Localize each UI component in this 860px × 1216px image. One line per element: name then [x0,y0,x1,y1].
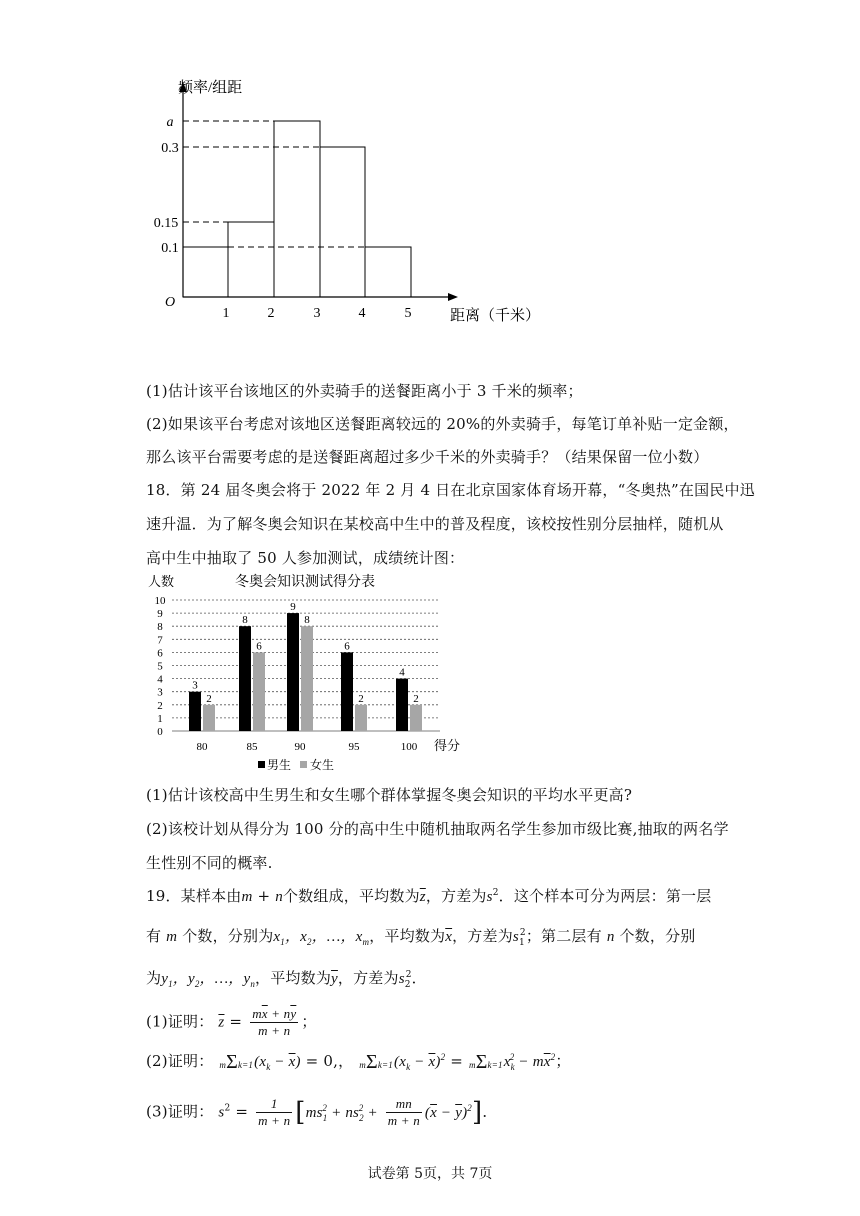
hist-ytick-0.3: 0.3 [161,141,179,156]
legend-swatch-girls [300,761,307,768]
q19-text: 19．某样本由 [146,887,242,905]
q19-text: ． [411,969,427,987]
q19-math-y-list: $y_1$，$y_2$，…，$y_n$ [161,971,256,989]
y-tick-label: 5 [157,660,163,673]
q19-stem-line3: 为$y_1$，$y_2$，…，$y_n$，平均数为$\overline{y}$，方差为$s_2^2$． [146,969,427,990]
q19-proof1: (1)证明： $\overline{z}$ = $\frac{m\overline{x} + n\overline{y}}{m + n}$ ； [146,1006,317,1038]
bar-chart-xlabel: 得分 [434,738,461,753]
y-tick-label: 4 [157,673,163,686]
q19-math-zbar: $\overline{z}$ [419,889,426,905]
q19-stem-line2: 有 m 个数，分别为$x_1$，$x_2$，…，$x_m$，平均数为$\overline{x}$，方差为$s_1^2$；第二层有 n 个数，分别 [146,927,696,948]
bar-value-label: 3 [192,679,198,692]
hist-bar-4-5 [365,247,411,297]
bar-value-label: 6 [256,640,262,653]
bar-girls-90 [301,626,313,731]
hist-ylabel: 频率/组距 [178,80,243,96]
x-tick-label: 80 [196,741,208,753]
y-tick-label: 2 [157,699,163,712]
q19-text: ，方差为 [425,887,487,905]
y-tick-label: 9 [157,608,163,621]
bar-value-label: 2 [413,692,419,705]
q19-text: 为 [146,969,162,987]
legend-label-girls: 女生 [310,758,335,772]
hist-xtick-4: 4 [358,306,366,321]
hist-xtick-5: 5 [404,306,412,321]
q18-stem-line3: 高中生中抽取了 50 人参加测试，成绩统计图： [146,549,465,567]
y-tick-label: 7 [157,634,163,647]
hist-ytick-0.1: 0.1 [161,241,179,256]
q19-proof-label: (2)证明： [146,1052,214,1070]
q18-part2-line2: 生性别不同的概率. [146,854,273,872]
q19-proof-label: (3)证明： [146,1102,214,1121]
q19-text: ，方差为 [452,927,513,945]
x-tick-label: 95 [348,741,360,753]
y-tick-label: 6 [157,647,163,660]
bar-value-label: 4 [399,666,405,679]
q19-text: ，平均数为 [369,927,446,945]
q18-part1: (1)估计该校高中生男生和女生哪个群体掌握冬奥会知识的平均水平更高? [146,786,633,804]
bar-girls-95 [355,705,367,731]
hist-bar-1-2 [228,222,274,297]
legend-label-boys: 男生 [267,758,292,772]
bar-boys-80 [189,692,201,731]
q18-stem-line2: 速升温．为了解冬奥会知识在某校高中生中的普及程度，该校按性别分层抽样，随机从 [146,515,724,533]
q19-proof3: (3)证明： $s^2$ = $\frac{1}{m + n}$ [$ms_1^2 + ns_2^2$ + $\frac{mn}{m + n}$ $(\overline{x} - \overline{y})^2$]． [146,1096,498,1128]
x-tick-label: 85 [246,741,258,753]
bar-chart-ylabel: 人数 [148,574,175,589]
q19-math-x-list: $x_1$，$x_2$，…，$x_m$ [273,929,370,947]
q19-math-s2: s [486,889,493,905]
frequency-histogram [150,70,570,340]
q17-part1: (1)估计该平台该地区的外卖骑手的送餐距离小于 3 千米的频率； [146,382,583,400]
bar-value-label: 2 [358,692,364,705]
bar-chart-title: 冬奥会知识测试得分表 [235,575,375,590]
page-footer: 试卷第 5页，共 7页 [367,1166,493,1182]
bar-girls-100 [410,705,422,731]
q19-stem-line1: 19．某样本由m + n个数组成，平均数为$\overline{z}$，方差为$s^2$．这个样本可分为两层：第一层 [146,887,712,905]
bar-value-label: 8 [304,614,310,627]
bar-value-label: 2 [206,692,212,705]
bar-boys-90 [287,613,299,731]
hist-bar-3-4 [320,147,365,297]
bar-value-label: 6 [344,640,350,653]
y-tick-label: 1 [157,712,163,725]
hist-origin: O [164,295,176,310]
y-tick-label: 0 [157,726,163,738]
q19-text: ，平均数为 [255,969,332,987]
q19-proof2: (2)证明： $m\Sigma k=1(x_k - \overline{x}) = 0$,， $m\Sigma k=1(x_k - \overline{x})^2 = m\Sigma k=1x_k^2 - m\overline{x}^2$； [146,1051,571,1073]
hist-ytick-0.15: 0.15 [153,216,179,231]
q19-text: ．这个样本可分为两层：第一层 [498,887,712,905]
q19-proof-label: (1)证明： [146,1012,214,1031]
q19-math-m-plus-n: m [241,889,253,905]
legend-swatch-boys [258,761,265,768]
bar-girls-80 [203,705,215,731]
q19-text: ，方差为 [337,969,399,987]
hist-ytick-a: a [166,115,174,130]
bar-value-label: 8 [242,614,248,627]
score-bar-chart [140,572,470,777]
bar-value-label: 9 [290,601,296,614]
hist-xlabel: 距离（千米） [450,308,541,324]
x-tick-label: 100 [400,741,418,753]
y-tick-label: 3 [157,686,163,699]
q18-part2-line1: (2)该校计划从得分为 100 分的高中生中随机抽取两名学生参加市级比赛,抽取的两名学 [146,820,729,838]
hist-bar-0-1 [183,247,228,297]
y-tick-label: 8 [157,621,163,634]
q19-text: 个数组成，平均数为 [282,887,420,905]
q19-text: 个数，分别 [619,927,696,945]
hist-xtick-3: 3 [313,306,321,321]
bar-boys-85 [239,626,251,731]
q19-text: ；第二层有 [525,927,602,945]
q17-part2-line1: (2)如果该平台考虑对该地区送餐距离较远的 20%的外卖骑手，每笔订单补贴一定金额， [146,415,739,433]
hist-xtick-2: 2 [267,306,275,321]
bar-boys-100 [396,679,408,731]
y-tick-label: 10 [154,595,166,607]
q19-text: 有 [146,927,162,945]
q17-part2-line2: 那么该平台需要考虑的是送餐距离超过多少千米的外卖骑手？（结果保留一位小数） [146,448,709,466]
q19-text: 个数，分别为 [182,927,274,945]
q18-stem-line1: 18．第 24 届冬奥会将于 2022 年 2 月 4 日在北京国家体育场开幕，“冬奥热”在国民中迅 [146,481,755,499]
hist-xtick-1: 1 [222,306,230,321]
bar-boys-95 [341,652,353,731]
bar-girls-85 [253,652,265,731]
x-tick-label: 90 [294,741,306,753]
